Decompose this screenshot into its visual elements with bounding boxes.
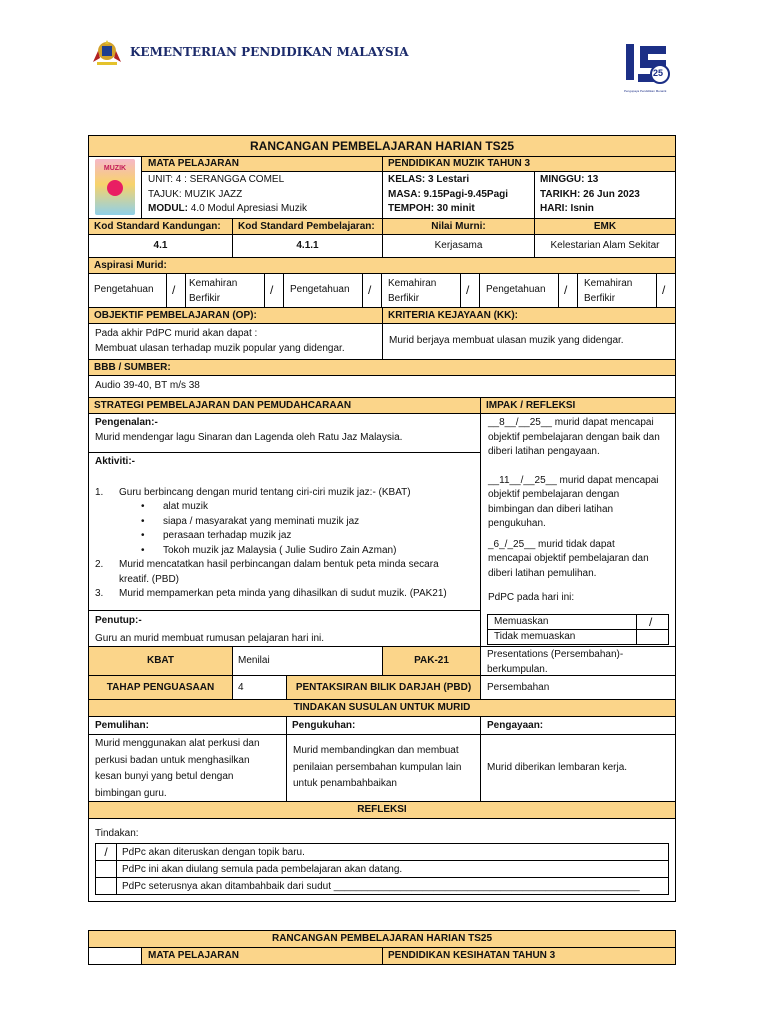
sp-label: Kod Standard Pembelajaran:: [232, 218, 383, 235]
pak21-label: PAK-21: [382, 646, 481, 676]
bullet-item: • perasaan terhadap muzik jaz: [141, 530, 292, 541]
hari-text: HARI: Isnin: [540, 203, 594, 214]
kk-text: [382, 323, 676, 360]
impak-line: pengukuhan.: [488, 518, 546, 529]
aspirasi-mark-6: /: [662, 283, 666, 297]
op-label: OBJEKTIF PEMBELAJARAN (OP):: [88, 307, 383, 324]
bullet-item: • siapa / masyarakat yang meminati muzik jaz: [141, 515, 360, 527]
lesson-info-left: [141, 171, 383, 219]
impak-line: _6_/_25__ murid tidak dapat: [488, 538, 615, 550]
refleksi-mark: [96, 861, 117, 878]
aspirasi-label-1: Pengetahuan: [94, 284, 154, 295]
impak-line: objektif pembelajaran dengan baik dan: [488, 431, 660, 443]
pemulihan-line: bimbingan guru.: [95, 787, 167, 799]
refleksi-text: PdPc seterusnya akan ditambahbaik dari sudut _______________________________________________________: [117, 878, 669, 895]
tarikh-text: TARIKH: 26 Jun 2023: [540, 188, 640, 200]
pemulihan-line: kesan bunyi yang betul dengan: [95, 771, 234, 782]
tindakan-label: TINDAKAN SUSULAN UNTUK MURID: [88, 699, 676, 717]
bbm-value: Audio 39-40, BT m/s 38: [95, 380, 200, 391]
pengayaan-cell: [480, 734, 676, 802]
pengukuhan-line: untuk penambahbaikan: [293, 778, 397, 789]
plan2-title: RANCANGAN PEMBELAJARAN HARIAN TS25: [88, 930, 676, 948]
memuaskan-row: [487, 614, 669, 630]
pemulihan-cell: [88, 734, 287, 802]
impak-line: __8__/__25__ murid dapat mencapai: [488, 417, 654, 428]
ministry-header: [90, 38, 409, 68]
subject-label: MATA PELAJARAN: [141, 156, 383, 172]
aspirasi-mark-1: /: [172, 283, 176, 297]
tidak-memuaskan-label: Tidak memuaskan: [494, 631, 576, 642]
aspirasi-item: [578, 273, 676, 308]
refleksi-table: [95, 843, 669, 895]
emk-label: EMK: [534, 218, 676, 235]
refleksi-mark: /: [96, 844, 117, 861]
pemulihan-line: perkusi badan untuk menghasilkan: [95, 754, 250, 766]
step-1-text: Guru berbincang dengan murid tentang ciri-ciri muzik jaz:- (KBAT): [119, 486, 411, 498]
aktiviti-step-2: 2. Murid mencatatkan hasil perbincangan dalam bentuk peta minda secara: [95, 559, 439, 570]
op-line-1: Pada akhir PdPC murid akan dapat :: [95, 328, 258, 339]
masa-text: MASA: 9.15Pagi-9.45Pagi: [388, 188, 509, 200]
aspirasi-label-3: Pengetahuan: [290, 284, 350, 295]
op-line-2: Membuat ulasan terhadap muzik popular yang didengar.: [95, 342, 345, 354]
aspirasi-item: [88, 273, 186, 308]
impak-line: __11__/__25__ murid dapat mencapai: [488, 474, 659, 486]
penutup-label: Penutup:-: [95, 615, 142, 626]
memuaskan-mark: /: [649, 615, 653, 629]
tp-label: TAHAP PENGUASAAN: [88, 675, 233, 700]
lesson-info-right: [534, 171, 676, 219]
ministry-name: KEMENTERIAN PENDIDIKAN MALAYSIA: [130, 45, 409, 59]
tajuk-text: TAJUK: MUZIK JAZZ: [148, 188, 243, 200]
aktiviti-step-1: 1. Guru berbincang dengan murid tentang ciri-ciri muzik jaz:- (KBAT): [95, 486, 411, 498]
aspirasi-mark-5: /: [564, 283, 568, 297]
pbd-value: Persembahan: [480, 675, 676, 700]
kelas-text: KELAS: 3 Lestari: [388, 174, 470, 185]
pbd-label: PENTAKSIRAN BILIK DARJAH (PBD): [286, 675, 481, 700]
aspirasi-label-5: Pengetahuan: [486, 284, 546, 295]
impak-label: IMPAK / REFLEKSI: [480, 397, 676, 414]
bullet-item: • alat muzik: [141, 501, 209, 512]
aspirasi-label: Aspirasi Murid:: [88, 257, 676, 274]
pengenalan-cell: [88, 413, 481, 453]
refleksi-label: REFLEKSI: [88, 801, 676, 819]
modul-text: [148, 202, 376, 217]
op-text: [88, 323, 383, 360]
nilai-label: Nilai Murni:: [382, 218, 535, 235]
impak-line: mencapai objektif pembelajaran dan: [488, 553, 649, 564]
strategi-label: STRATEGI PEMBELAJARAN DAN PEMUDAHCARAAN: [88, 397, 481, 414]
step-3-text: Murid mempamerkan peta minda yang dihasilkan di sudut muzik. (PAK21): [119, 588, 447, 599]
book-cover-cell: [88, 156, 142, 219]
aktiviti-label: Aktiviti:-: [95, 456, 135, 467]
kbat-label: KBAT: [88, 646, 233, 676]
ts25-logo-icon: [624, 40, 674, 88]
pemulihan-label: Pemulihan:: [88, 716, 287, 735]
plan2-subject-value: PENDIDIKAN KESIHATAN TAHUN 3: [382, 947, 676, 965]
aktiviti-cell: [88, 452, 481, 611]
aspirasi-mark-4: /: [466, 283, 470, 297]
plan2-subject-label: MATA PELAJARAN: [141, 947, 383, 965]
sp-value: 4.1.1: [232, 234, 383, 258]
penutup-cell: [88, 610, 481, 647]
impak-line: objektif pembelajaran dengan: [488, 489, 620, 500]
table-row: [96, 844, 669, 861]
pengenalan-label: Pengenalan:-: [95, 417, 158, 428]
modul-label: MODUL:: [148, 203, 188, 214]
sk-label: Kod Standard Kandungan:: [88, 218, 233, 235]
impak-line: bimbingan dan diberi latihan: [488, 503, 614, 515]
emk-value: Kelestarian Alam Sekitar: [534, 234, 676, 258]
refleksi-text: PdPc ini akan diulang semula pada pembelajaran akan datang.: [117, 861, 669, 878]
aspirasi-label-4: Kemahiran Berfikir: [388, 278, 437, 304]
kk-value: Murid berjaya membuat ulasan muzik yang didengar.: [389, 335, 624, 346]
tidak-memuaskan-row: [487, 629, 669, 645]
pdpc-label: PdPC pada hari ini:: [488, 592, 575, 603]
book-cover-flower: [107, 180, 123, 196]
memuaskan-label: Memuaskan: [494, 616, 549, 627]
aspirasi-cells: [88, 273, 676, 308]
aspirasi-mark-3: /: [368, 283, 372, 297]
nilai-value: Kerjasama: [382, 234, 535, 258]
aspirasi-mark-2: /: [270, 283, 274, 297]
pak21-value-cell: [480, 646, 676, 676]
book-cover-title: MUZIK: [103, 165, 127, 172]
pengayaan-text: Murid diberikan lembaran kerja.: [487, 762, 628, 773]
ts25-logo-caption: Pengupaya Pendidikan Menarik: [624, 89, 667, 93]
lesson-info-mid: [382, 171, 535, 219]
pengukuhan-cell: [286, 734, 481, 802]
ts25-logo: [624, 40, 674, 98]
pengukuhan-line: Murid membandingkan dan membuat: [293, 745, 459, 756]
aktiviti-step-2b: kreatif. (PBD): [119, 573, 180, 585]
pak21-value: Presentations (Persembahan)-berkumpulan.: [487, 649, 624, 675]
pemulihan-line: Murid menggunakan alat perkusi dan: [95, 738, 260, 749]
pengukuhan-label: Pengukuhan:: [286, 716, 481, 735]
aspirasi-item: [186, 273, 284, 308]
aspirasi-label-2: Kemahiran Berfikir: [189, 278, 238, 304]
table-row: [96, 878, 669, 895]
impak-line: diberi latihan pengayaan.: [488, 446, 600, 457]
subject-value: PENDIDIKAN MUZIK TAHUN 3: [382, 156, 676, 172]
tempoh-text: TEMPOH: 30 minit: [388, 203, 475, 214]
ts25-logo-number: 25: [653, 68, 664, 78]
aspirasi-label-6: Kemahiran Berfikir: [584, 278, 633, 304]
book-cover-image: [95, 159, 135, 215]
bullet-item: • Tokoh muzik jaz Malaysia ( Julie Sudiro Zain Azman): [141, 544, 397, 556]
aktiviti-step-3: 3. Murid mempamerkan peta minda yang dihasilkan di sudut muzik. (PAK21): [95, 588, 447, 599]
impak-line: diberi latihan pemulihan.: [488, 567, 597, 579]
tp-value: 4: [232, 675, 287, 700]
pengukuhan-line: penilaian persembahan kumpulan lain: [293, 761, 462, 773]
refleksi-mark: [96, 878, 117, 895]
aspirasi-item: [284, 273, 382, 308]
malaysia-crest-icon: [90, 38, 124, 68]
pengenalan-text: Murid mendengar lagu Sinaran dan Lagenda oleh Ratu Jaz Malaysia.: [95, 431, 403, 443]
aspirasi-item: [480, 273, 578, 308]
pengayaan-label: Pengayaan:: [480, 716, 676, 735]
step-2-text-a: Murid mencatatkan hasil perbincangan dalam bentuk peta minda secara: [119, 559, 439, 570]
minggu-text: MINGGU: 13: [540, 174, 599, 185]
modul-value: 4.0 Modul Apresiasi Muzik: [190, 203, 307, 214]
penutup-text: Guru an murid membuat rumusan pelajaran hari ini.: [95, 632, 324, 644]
impak-cell: [480, 413, 676, 647]
unit-text: UNIT: 4 : SERANGGA COMEL: [148, 174, 285, 185]
plan-title: RANCANGAN PEMBELAJARAN HARIAN TS25: [88, 135, 676, 157]
table-row: [96, 861, 669, 878]
tindakan2-label: Tindakan:: [95, 828, 139, 839]
aspirasi-item: [382, 273, 480, 308]
refleksi-text: PdPc akan diteruskan dengan topik baru.: [117, 844, 669, 861]
kk-label: KRITERIA KEJAYAAN (KK):: [382, 307, 676, 324]
kbat-value: Menilai: [232, 646, 383, 676]
aktiviti-bullets: [95, 500, 474, 558]
sk-value: 4.1: [88, 234, 233, 258]
bbm-value-cell: [88, 375, 676, 398]
bbm-label: BBB / SUMBER:: [88, 359, 676, 376]
plan2-book-cell: [88, 947, 142, 965]
